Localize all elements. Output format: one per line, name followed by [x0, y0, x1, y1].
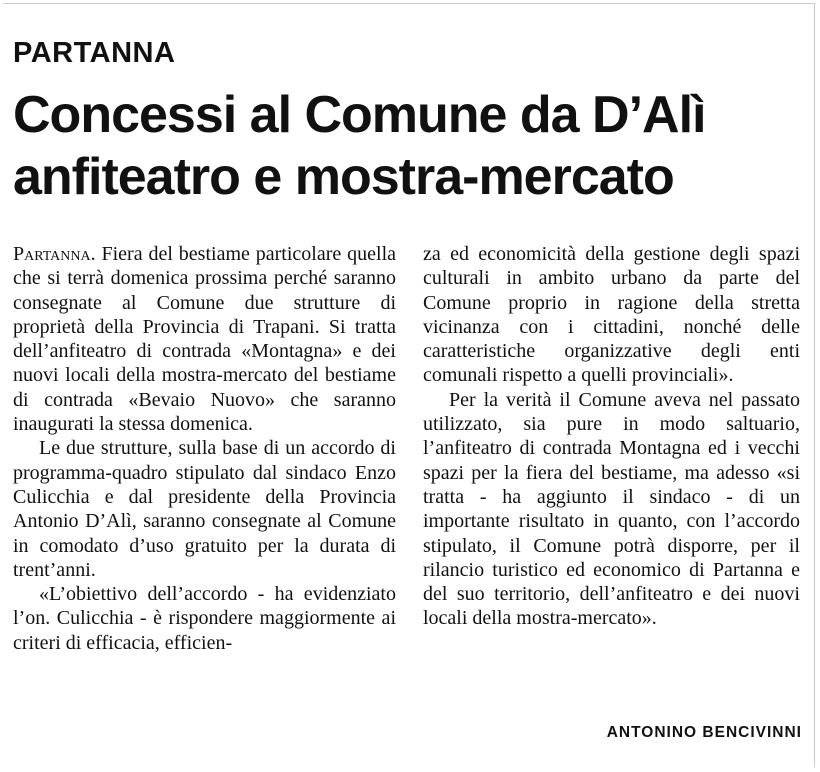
paragraph-1: [13, 242, 396, 436]
headline-line-2: anfiteatro e mostra-mercato: [13, 148, 674, 206]
article-column-right: [423, 242, 800, 631]
article-headline: [13, 84, 813, 208]
article-column-left: [13, 242, 396, 655]
dateline: Partanna.: [13, 243, 96, 265]
section-kicker: PARTANNA: [13, 37, 176, 69]
paragraph-4: Per la verità il Comune aveva nel passato utilizzato, sia pure in modo saltuario, l’anfiteatro di contrada Montagna ed i vecchi spazi per la fiera del bestiame, ma adesso «si tratta - ha aggiunto il sindaco - di un importante risultato in quanto, con l’accordo stipulato, il Comune potrà disporre, per il rilancio turistico ed economico di Partanna e del suo territorio, dell’anfiteatro e dei nuovi locali della mostra-mercato».: [423, 388, 800, 630]
paragraph-3-part-1: «L’obiettivo dell’accordo - ha evidenziato l’on. Culicchia - è rispondere maggiormente ai criteri di efficacia, efficien-: [13, 583, 396, 654]
paragraph-2: Le due strutture, sulla base di un accordo di programma-quadro stipulato dal sindaco Enzo Culicchia e dal presidente della Provincia Antonio D’Alì, saranno consegnate al Comune in comodato d’uso gratuito per la durata di trent’anni.: [13, 437, 396, 581]
paragraph-1-text: Fiera del bestiame particolare quella che si terrà domenica prossima perché saranno consegnate al Comune due strutture di proprietà della Provincia di Trapani. Si tratta dell’anfiteatro di contrada «Montagna» e dei nuovi locali della mostra-mercato del bestiame di contrada «Bevaio Nuovo» che saranno inaugurati la stessa domenica.: [13, 243, 397, 436]
headline-line-1: Concessi al Comune da D’Alì: [13, 86, 706, 144]
author-byline: ANTONINO BENCIVINNI: [606, 724, 802, 741]
paragraph-3-part-2: za ed economicità della gestione degli spazi culturali in ambito urbano da parte del Comune proprio in ragione della stretta vicinanza con i cittadini, nonché delle caratteristiche organizzative degli enti comunali rispetto a quelli provinciali».: [423, 243, 800, 387]
